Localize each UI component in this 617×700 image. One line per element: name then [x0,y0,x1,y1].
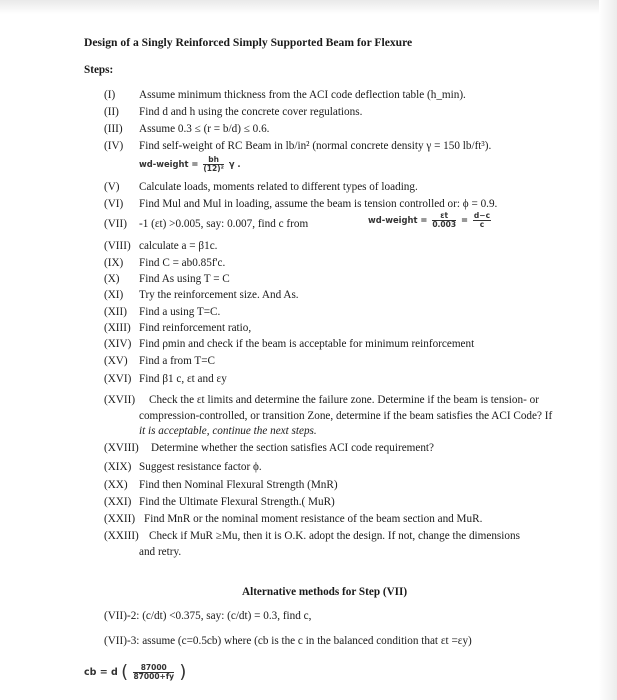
step-number: (X) [104,273,120,285]
step-text: Check the εt limits and determine the failure zone. Determine if the beam is tension- or [149,394,539,406]
step-number: (VII) [104,218,127,230]
step-number: (V) [104,181,120,193]
step-number: (XIV) [104,338,132,350]
step-number: (II) [104,106,119,118]
steps-heading: Steps: [84,64,114,76]
step-text: Find reinforcement ratio, [139,322,252,334]
step-number: (XX) [104,479,128,491]
step-text: Try the reinforcement size. And As. [139,289,299,301]
alt-methods-heading: Alternative methods for Step (VII) [242,586,408,598]
step-number: (XXII) [104,513,136,525]
paren-right-icon: ) [179,661,187,683]
step-number: (XXIII) [104,530,139,542]
step-text: Find Mul and Mul in loading, assume the beam is tension controlled or: ϕ = 0.9. [139,198,498,210]
step-text-continued: and retry. [139,546,182,558]
step-text-continued: it is acceptable, continue the next steps. [139,425,317,437]
step-text: Find d and h using the concrete cover regulations. [139,106,363,118]
step-text: Assume minimum thickness from the ACI code deflection table (h_min). [139,89,466,101]
step-number: (III) [104,123,123,135]
step-text: Check if MuR ≥Mu, then it is O.K. adopt the design. If not, change the dimensions [149,530,520,542]
paren-left-icon: ( [121,661,129,683]
eq-lhs: wd-weight = [368,215,428,225]
document-title: Design of a Singly Reinforced Simply Supported Beam for Flexure [84,36,413,49]
eq-fraction [432,212,456,229]
step-number: (XVIII) [104,442,139,454]
step-number: (IX) [104,257,124,269]
eq-fraction [133,664,174,681]
step-text: Calculate loads, moments related to different types of loading. [139,181,418,193]
step-number: (IV) [104,140,124,152]
step-number: (XIX) [104,461,132,473]
step-text: calculate a = β1c. [139,240,218,252]
selfweight-equation [139,156,241,173]
eq-equals: = [460,215,468,225]
step-number: (XXI) [104,496,132,508]
step7-equation [368,212,493,229]
eq-fraction [203,156,224,173]
eq-numerator: bh [203,156,224,165]
step-text: Find C = ab0.85f'c. [139,257,226,269]
step-number: (XVI) [104,373,132,385]
cb-equation [84,661,187,683]
eq-fraction [473,212,491,229]
eq-denominator: (12)² [203,164,224,173]
step-number: (VI) [104,198,124,210]
alt-method-2: (VII)-2: (c/dt) <0.375, say: (c/dt) = 0.3, find c, [104,610,312,622]
step-text: Find self-weight of RC Beam in lb/in² (normal concrete density γ = 150 lb/ft³). [139,140,492,152]
eq-denominator: 87000+fy [133,672,174,681]
eq-lhs: wd-weight = [139,159,199,169]
step-text: Find β1 c, εt and εy [139,373,227,385]
step-text: Find a from T=C [139,355,216,367]
eq-numerator: εt [432,212,456,221]
step-number: (VIII) [104,240,131,252]
step-number: (XV) [104,355,128,367]
eq-lhs: cb = d [84,667,118,678]
step-number: (XVII) [104,394,136,406]
eq-denominator: c [479,220,485,229]
alt-method-3: (VII)-3: assume (c=0.5cb) where (cb is the c in the balanced condition that εt =εy) [104,635,472,647]
eq-numerator: 87000 [133,664,174,673]
step-text: Find ρmin and check if the beam is acceptable for minimum reinforcement [139,338,475,350]
step-text: Find a using T=C. [139,306,221,318]
eq-denominator: 0.003 [432,220,457,229]
step-text: Find the Ultimate Flexural Strength.( MuR) [139,496,335,508]
step-number: (XI) [104,289,124,301]
step-number: (XII) [104,306,127,318]
step-number: (I) [104,89,116,101]
step-text-continued: compression-controlled, or transition Zone, determine if the beam satisfies the ACI Code? If [139,410,553,422]
eq-rhs: γ . [228,159,241,169]
step-text: Assume 0.3 ≤ (r = b/d) ≤ 0.6. [139,123,270,135]
step-text: Find MnR or the nominal moment resistance of the beam section and MuR. [144,513,483,525]
step-text: Find As using T = C [139,273,230,285]
eq-numerator: d−c [473,211,491,220]
step-text: Find then Nominal Flexural Strength (MnR) [139,479,338,491]
step-number: (XIII) [104,322,131,334]
step-text: -1 (εt) >0.005, say: 0.007, find c from [139,218,309,230]
step-text: Determine whether the section satisfies ACI code requirement? [151,442,435,454]
step-text: Suggest resistance factor ϕ. [139,461,262,473]
